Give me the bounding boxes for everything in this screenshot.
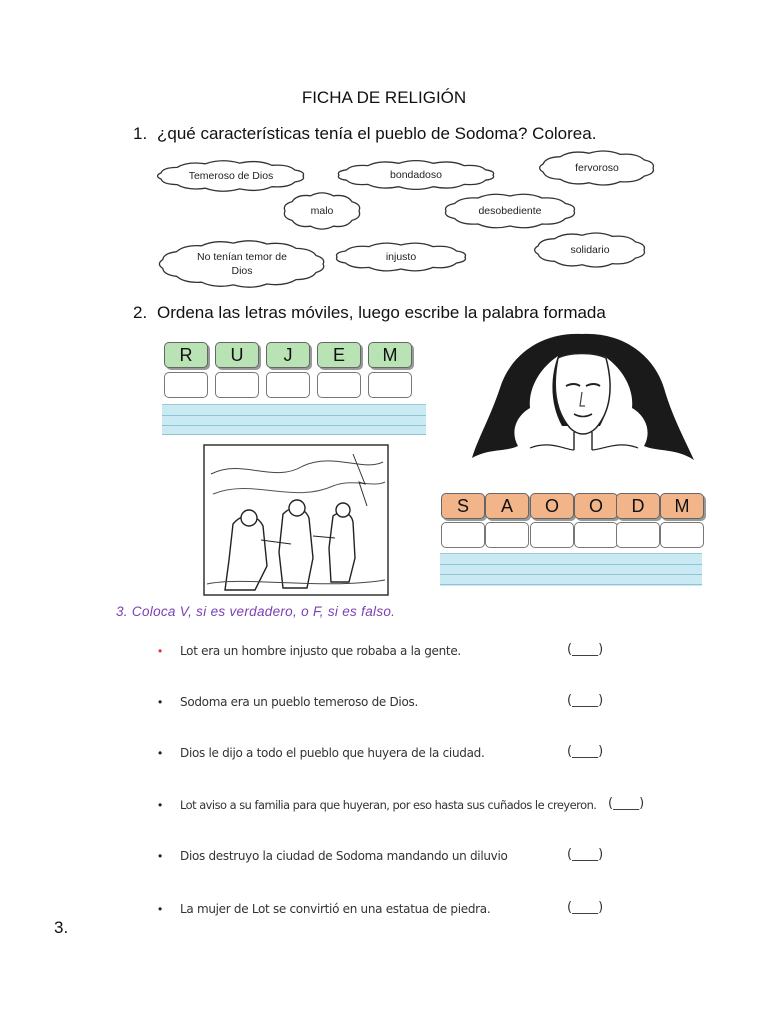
- answer-lines-1[interactable]: [162, 404, 426, 435]
- answer-blank[interactable]: (____): [608, 796, 645, 811]
- letter-slot[interactable]: [215, 372, 259, 398]
- letter-slot[interactable]: [574, 522, 618, 548]
- statement-text: Lot aviso a su familia para que huyeran, por eso hasta sus cuñados le creyeron.: [180, 798, 597, 812]
- statement-text: Dios le dijo a todo el pueblo que huyera de la ciudad.: [180, 746, 485, 760]
- cloud-fervoroso[interactable]: [538, 150, 656, 186]
- answer-lines-2[interactable]: [440, 553, 702, 586]
- letter-slot[interactable]: [441, 522, 485, 548]
- letter-slot[interactable]: [317, 372, 361, 398]
- bullet-icon: •: [158, 902, 163, 916]
- bullet-icon: •: [158, 798, 163, 812]
- cloud-solidario[interactable]: [533, 232, 647, 268]
- page-title: FICHA DE RELIGIÓN: [301, 88, 467, 107]
- cloud-label: Temeroso de Dios: [188, 170, 274, 182]
- letter-tile[interactable]: M: [368, 342, 412, 368]
- cloud-temeroso[interactable]: [156, 160, 306, 192]
- statement-text: La mujer de Lot se convirtió en una estatua de piedra.: [180, 902, 491, 916]
- answer-blank[interactable]: (____): [567, 693, 604, 708]
- cloud-label: bondadoso: [390, 169, 442, 181]
- cloud-label: fervoroso: [575, 162, 619, 174]
- cloud-label: solidario: [570, 244, 610, 256]
- statement-text: Lot era un hombre injusto que robaba a la gente.: [180, 644, 461, 658]
- letter-slot[interactable]: [660, 522, 704, 548]
- bullet-icon: •: [158, 644, 163, 658]
- cloud-label: No tenían temor de Dios: [197, 251, 287, 277]
- answer-blank[interactable]: (____): [567, 642, 604, 657]
- answer-blank[interactable]: (____): [567, 744, 604, 759]
- bullet-icon: •: [158, 849, 163, 863]
- cloud-bondadoso[interactable]: [336, 160, 496, 190]
- letter-tile[interactable]: A: [485, 493, 529, 519]
- question-1-number: 1.: [133, 124, 148, 143]
- letter-tile[interactable]: U: [215, 342, 259, 368]
- letter-tile[interactable]: O: [530, 493, 574, 519]
- letter-slot[interactable]: [266, 372, 310, 398]
- letter-slot[interactable]: [530, 522, 574, 548]
- question-2-number: 2.: [133, 303, 148, 322]
- letter-tile[interactable]: D: [616, 493, 660, 519]
- lot-family-illustration: [203, 444, 389, 596]
- letter-slot[interactable]: [368, 372, 412, 398]
- cloud-injusto[interactable]: [334, 242, 468, 272]
- answer-blank[interactable]: (____): [567, 847, 604, 862]
- footer-number: 3.: [54, 918, 69, 937]
- statement-text: Sodoma era un pueblo temeroso de Dios.: [180, 695, 418, 709]
- cloud-no-temor[interactable]: [158, 240, 326, 288]
- question-2-text: Ordena las letras móviles, luego escribe la palabra formada: [157, 303, 606, 322]
- letter-tile[interactable]: S: [441, 493, 485, 519]
- cloud-desobediente[interactable]: [443, 193, 577, 229]
- section-3-heading: 3. Coloca V, si es verdadero, o F, si es falso.: [116, 604, 396, 619]
- answer-blank[interactable]: (____): [567, 900, 604, 915]
- letter-tile[interactable]: J: [266, 342, 310, 368]
- cloud-malo[interactable]: [282, 192, 362, 230]
- letter-tile[interactable]: M: [660, 493, 704, 519]
- bullet-icon: •: [158, 746, 163, 760]
- letter-tile[interactable]: O: [574, 493, 618, 519]
- letter-tile[interactable]: R: [164, 342, 208, 368]
- letter-slot[interactable]: [164, 372, 208, 398]
- bullet-icon: •: [158, 695, 163, 709]
- cloud-label: injusto: [385, 251, 417, 263]
- letter-slot[interactable]: [616, 522, 660, 548]
- cloud-label: malo: [310, 205, 334, 217]
- woman-illustration: [470, 328, 698, 468]
- letter-slot[interactable]: [485, 522, 529, 548]
- cloud-label: desobediente: [478, 205, 542, 217]
- statement-text: Dios destruyo la ciudad de Sodoma mandando un diluvio: [180, 849, 508, 863]
- question-1-text: ¿qué características tenía el pueblo de Sodoma? Colorea.: [157, 124, 597, 143]
- letter-tile[interactable]: E: [317, 342, 361, 368]
